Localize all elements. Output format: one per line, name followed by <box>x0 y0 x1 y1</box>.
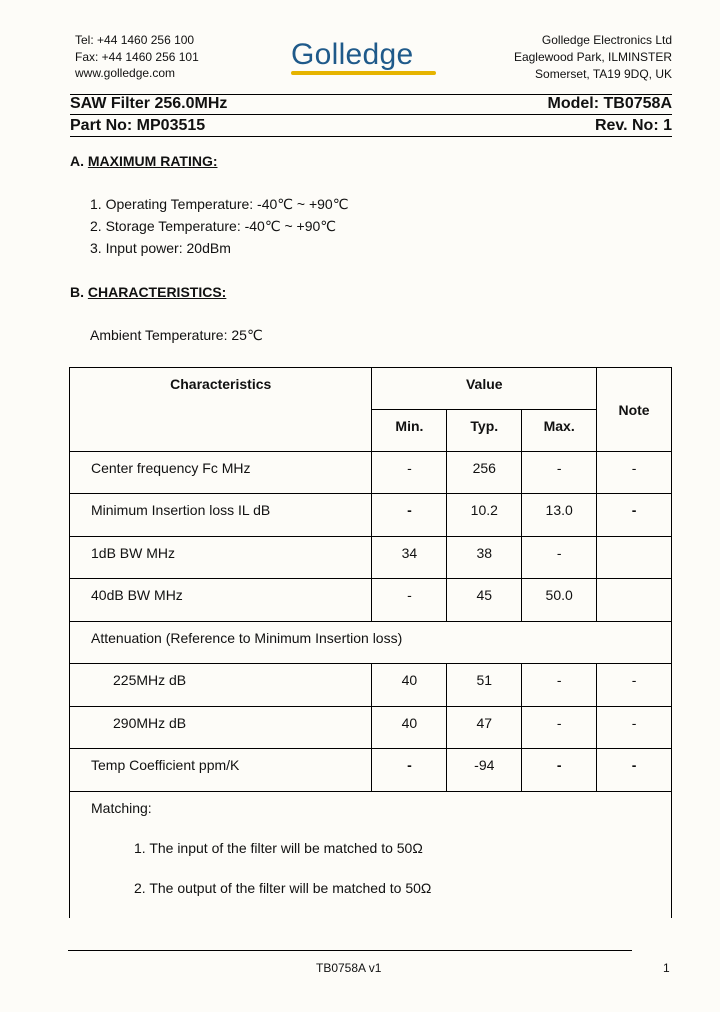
section-a-title: MAXIMUM RATING: <box>87 153 218 169</box>
row-min: - <box>372 452 447 494</box>
row-max: - <box>522 749 597 792</box>
table-row <box>70 664 672 707</box>
row-label: 40dB BW MHz <box>70 579 372 622</box>
row-label: Temp Coefficient ppm/K <box>70 749 372 792</box>
row-max: - <box>522 707 597 749</box>
row-note <box>597 579 672 622</box>
table-row <box>70 452 672 494</box>
row-label: 290MHz dB <box>70 707 372 749</box>
ambient-temperature: Ambient Temperature: 25℃ <box>90 327 263 343</box>
row-min: - <box>372 494 447 537</box>
row-typ: 256 <box>447 452 522 494</box>
table-row <box>70 749 672 792</box>
header-value: Value <box>372 368 597 410</box>
row-min: - <box>372 749 447 792</box>
section-b-title: CHARACTERISTICS: <box>87 284 227 300</box>
rating-item: 1. Operating Temperature: -40℃ ~ +90℃ <box>90 196 349 212</box>
row-max: - <box>522 664 597 707</box>
matching-cell <box>70 792 672 918</box>
model-number: Model: TB0758A <box>547 95 672 112</box>
matching-line-1: 1. The input of the filter will be matched to 50Ω <box>134 840 423 856</box>
row-label: Center frequency Fc MHz <box>70 452 372 494</box>
table-row <box>70 494 672 537</box>
header-characteristics: Characteristics <box>70 368 372 452</box>
header-min: Min. <box>372 410 447 452</box>
row-min: 40 <box>372 664 447 707</box>
address-line-2: Somerset, TA19 9DQ, UK <box>535 67 672 81</box>
fax-text: Fax: +44 1460 256 101 <box>75 49 199 64</box>
tel-text: Tel: +44 1460 256 100 <box>75 33 195 47</box>
row-max: - <box>522 452 597 494</box>
row-note: - <box>597 452 672 494</box>
rating-item: 3. Input power: 20dBm <box>90 240 231 256</box>
row-typ: 51 <box>447 664 522 707</box>
header-max: Max. <box>522 410 597 452</box>
row-typ: 10.2 <box>447 494 522 537</box>
section-a-prefix: A. <box>70 153 84 169</box>
address-line-1: Eaglewood Park, ILMINSTER <box>513 50 672 64</box>
company-logo: Golledge <box>291 38 414 71</box>
attenuation-label: Attenuation (Reference to Minimum Insertion loss) <box>70 622 672 664</box>
divider <box>70 136 672 137</box>
row-min: - <box>372 579 447 622</box>
row-note: - <box>597 749 672 792</box>
section-a-heading <box>70 153 218 169</box>
title-row-1 <box>70 95 672 113</box>
row-typ: 47 <box>447 707 522 749</box>
divider <box>70 114 672 115</box>
row-max: - <box>522 537 597 579</box>
row-label: Minimum Insertion loss IL dB <box>70 494 372 537</box>
table-row <box>70 537 672 579</box>
footer-divider <box>68 950 632 951</box>
company-address <box>514 32 672 83</box>
revision-number: Rev. No: 1 <box>594 117 672 134</box>
row-typ: 45 <box>447 579 522 622</box>
row-note: - <box>597 494 672 537</box>
row-label: 1dB BW MHz <box>70 537 372 579</box>
row-note: - <box>597 707 672 749</box>
company-name: Golledge Electronics Ltd <box>541 33 672 47</box>
section-b-prefix: B. <box>70 284 84 300</box>
footer-doc-id: TB0758A v1 <box>316 961 382 975</box>
header-note: Note <box>597 368 672 452</box>
web-link[interactable]: www.golledge.com <box>75 66 176 80</box>
header-typ: Typ. <box>447 410 522 452</box>
title-row-2 <box>70 117 672 135</box>
product-title: SAW Filter 256.0MHz <box>70 95 228 112</box>
table-row <box>70 707 672 749</box>
part-number: Part No: MP03515 <box>70 117 206 134</box>
row-min: 40 <box>372 707 447 749</box>
table-row <box>70 622 672 664</box>
row-min: 34 <box>372 537 447 579</box>
row-label: 225MHz dB <box>70 664 372 707</box>
logo-underline <box>291 71 436 75</box>
row-max: 13.0 <box>522 494 597 537</box>
row-note <box>597 537 672 579</box>
page-number: 1 <box>663 961 670 975</box>
table-row <box>70 579 672 622</box>
rating-item: 2. Storage Temperature: -40℃ ~ +90℃ <box>90 218 336 234</box>
row-typ: -94 <box>447 749 522 792</box>
contact-block <box>75 32 199 82</box>
row-typ: 38 <box>447 537 522 579</box>
characteristics-table <box>69 367 672 918</box>
matching-row <box>70 792 672 918</box>
matching-line-2: 2. The output of the filter will be matched to 50Ω <box>134 880 432 896</box>
row-max: 50.0 <box>522 579 597 622</box>
row-note: - <box>597 664 672 707</box>
section-b-heading <box>70 284 226 300</box>
matching-title: Matching: <box>91 800 152 816</box>
